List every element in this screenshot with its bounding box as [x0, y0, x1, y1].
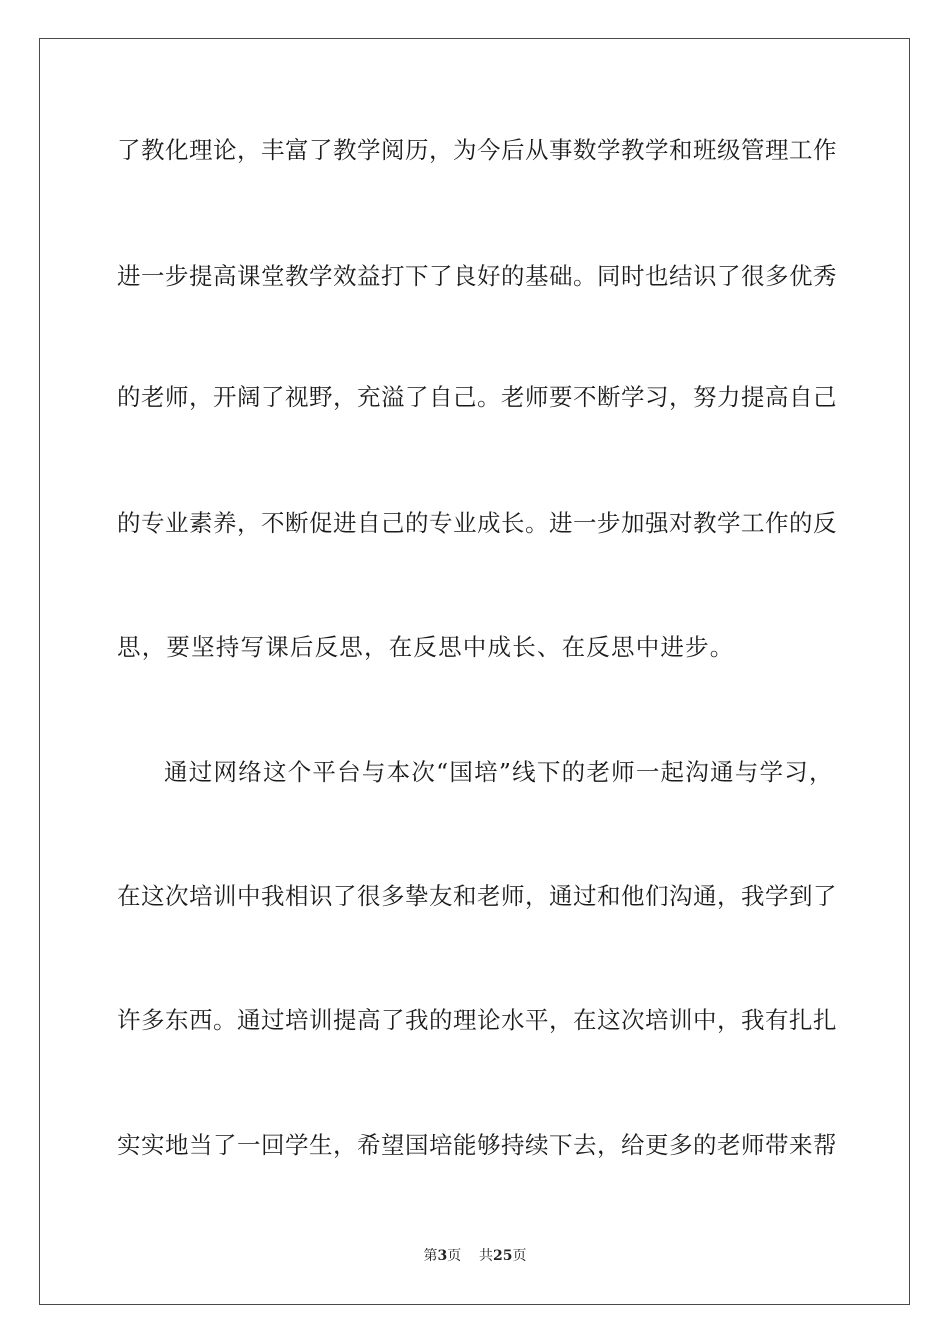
- page-number: 3: [437, 1248, 448, 1264]
- page-suffix: 页: [447, 1248, 462, 1264]
- total-suffix: 页: [512, 1248, 527, 1264]
- page-border: [39, 38, 910, 1305]
- total-pages: 25: [493, 1248, 513, 1264]
- text-line-1: 了教化理论，丰富了教学阅历，为今后从事数学教学和班级管理工作: [117, 136, 837, 164]
- text-line-5: 思，要坚持写课后反思，在反思中成长、在反思中进步。: [117, 633, 735, 661]
- text-line-8: 许多东西。通过培训提高了我的理论水平，在这次培训中，我有扎扎: [117, 1006, 837, 1034]
- text-line-4: 的专业素养，不断促进自己的专业成长。进一步加强对教学工作的反: [117, 509, 837, 537]
- page-footer: [0, 1246, 950, 1266]
- text-line-9: 实实地当了一回学生，希望国培能够持续下去，给更多的老师带来帮: [117, 1131, 837, 1159]
- total-prefix: 共: [479, 1248, 494, 1264]
- text-line-2: 进一步提高课堂教学效益打下了良好的基础。同时也结识了很多优秀: [117, 262, 837, 290]
- text-line-3: 的老师，开阔了视野，充溢了自己。老师要不断学习，努力提高自己: [117, 383, 837, 411]
- paragraph-start-line: 通过网络这个平台与本次“国培”线下的老师一起沟通与学习，: [164, 758, 833, 786]
- text-line-7: 在这次培训中我相识了很多挚友和老师，通过和他们沟通，我学到了: [117, 882, 837, 910]
- page-prefix: 第: [423, 1248, 438, 1264]
